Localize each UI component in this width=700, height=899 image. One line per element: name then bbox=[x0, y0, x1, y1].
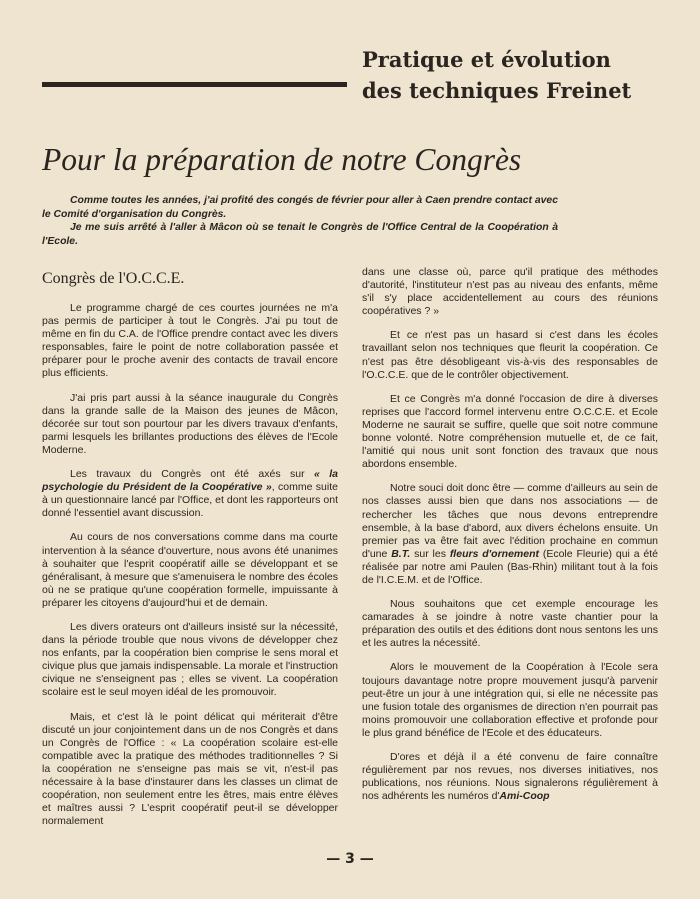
paragraph: Mais, et c'est là le point délicat qui mériterait d'être discuté un jour conjointement dans un de nos Congrès et dans un Congrès de l'Office : « La coopération scolaire est-elle compatible avec la pratique des méthodes traditionnelles ? Si la coopération ne s'enseigne pas mais se vit, n'est-il pas nécessaire à la base d'instaurer dans les classes un climat de coopération, non seulement entre les êtres, mais entre élèves et maîtres aussi ? L'esprit coopératif peut-il se développer normalement bbox=[42, 710, 338, 828]
paragraph: Et ce n'est pas un hasard si c'est dans les écoles travaillant selon nos techniques que fleurit la coopération. Ce n'est pas être désobligeant vis-à-vis des responsables de l'O.C.C.E. que de le contrôler objectivement. bbox=[362, 329, 658, 381]
section-title bbox=[362, 44, 662, 106]
page-number: — 3 — bbox=[326, 851, 374, 867]
emphasis-text: fleurs d'ornement bbox=[449, 547, 539, 560]
paragraph bbox=[362, 482, 658, 587]
intro-paragraph: Comme toutes les années, j'ai profité des congés de février pour aller à Caen prendre contact avec le Comité d'organisation du Congrès. bbox=[42, 195, 558, 220]
section-rule bbox=[42, 82, 347, 87]
right-column bbox=[362, 266, 658, 814]
paragraph: Alors le mouvement de la Coopération à l'Ecole sera toujours davantage notre propre mouvement jusqu'à parvenir peut-être un jour à une intégration qui, si elle ne nécessite pas une fusion totale des organismes de direction n'en pourrait pas moins promouvoir une collaboration effective et profonde pour le plus grand bénéfice de l'Ecole et des éducateurs. bbox=[362, 661, 658, 739]
paragraph: dans une classe où, parce qu'il pratique des méthodes d'autorité, l'instituteur n'est pas au niveau des enfants, même s'il s'y place accidentellement au cours des réunions coopératives ? » bbox=[362, 266, 658, 318]
paragraph bbox=[42, 468, 338, 520]
subheading: Congrès de l'O.C.C.E. bbox=[42, 270, 185, 287]
emphasis-text: Ami-Coop bbox=[499, 790, 550, 803]
paragraph: Nous souhaitons que cet exemple encourage les camarades à se joindre à notre vaste chantier pour la préparation des outils et des éditions dont nous sentons les uns et les autres la nécessité. bbox=[362, 598, 658, 650]
paragraph bbox=[362, 751, 658, 803]
intro-paragraph: Je me suis arrêté à l'aller à Mâcon où se tenait le Congrès de l'Office Central de la Coopération à l'Ecole. bbox=[42, 222, 558, 247]
text-run: D'ores et déjà il a été convenu de faire connaître régulièrement par nos revues, nos diverses initiatives, nos publications, nos réunions. Nous signalerons régulièrement à nos adhérents les numéros d' bbox=[362, 751, 658, 803]
text-run: Les travaux du Congrès ont été axés sur bbox=[70, 468, 314, 481]
section-title-line-1: Pratique et évolution bbox=[362, 47, 611, 72]
article-title: Pour la préparation de notre Congrès bbox=[42, 142, 522, 177]
paragraph: Le programme chargé de ces courtes journées ne m'a pas permis de participer à tout le Congrès. J'ai pu tout de même en fin du C.A. de l'Office prendre contact avec les divers responsables, faire le point de notre collaboration passée et préparer pour le proche avenir des contacts de travail encore plus efficients. bbox=[42, 302, 338, 380]
left-column bbox=[42, 266, 338, 839]
text-run: (Ecole Fleurie) qui a été réalisée par notre ami Paulen (Bas-Rhin) militant tout à la fois de l'I.C.E.M. et de l'Office. bbox=[362, 547, 659, 586]
emphasis-text: B.T. bbox=[391, 547, 411, 560]
section-title-line-2: des techniques Freinet bbox=[362, 78, 632, 103]
emphasis-text: « la psychologie du Président de la Coopérative » bbox=[42, 468, 338, 494]
paragraph: Au cours de nos conversations comme dans ma courte intervention à la séance d'ouverture, nous avons été unanimes à souhaiter que l'esprit coopératif aille se développant et se généralisant, à mesure que s'amenuisera le nombre des écoles où ne se pratique qu'une coopération formelle, impuissante à préparer les citoyens d'aujourd'hui et de demain. bbox=[42, 531, 338, 609]
text-run: sur les bbox=[410, 547, 450, 560]
paragraph: J'ai pris part aussi à la séance inaugurale du Congrès dans la grande salle de la Maison des jeunes de Mâcon, décorée sur tout son pourtour par les divers travaux d'enfants, parmi lesquels les brillantes productions des élèves de l'Ecole Moderne. bbox=[42, 391, 338, 456]
text-run: , comme suite à un questionnaire lancé par l'Office, et dont les rapporteurs ont donné l'essentiel avant discussion. bbox=[42, 481, 338, 520]
intro bbox=[42, 194, 558, 248]
paragraph: Les divers orateurs ont d'ailleurs insisté sur la nécessité, dans la période trouble que nous vivons de développer chez nos enfants, par la coopération bien comprise le sens moral et civique plus que jamais indispensable. La morale et l'instruction civique ne s'enseignent pas ; elles se vivent. La coopération scolaire est le seul moyen idéal de les promouvoir. bbox=[42, 620, 338, 699]
paragraph: Et ce Congrès m'a donné l'occasion de dire à diverses reprises que l'accord formel intervenu entre O.C.C.E. et Ecole Moderne ne saurait se suffire, quelle que soit notre commune bonne volonté. Notre compréhension mutuelle et, de ce fait, l'amitié qui nous unit sont fonction des travaux que nous abordons ensemble. bbox=[362, 392, 658, 471]
text-run: Notre souci doit donc être — comme d'ailleurs au sein de nos classes aussi bien que dans nos associations — de rechercher les tâches que nous devons entreprendre ensemble, à la base d'abord, aux divers échelons ensuite. Un premier pas va être fait avec l'édition prochaine en commun d'une bbox=[362, 482, 658, 560]
